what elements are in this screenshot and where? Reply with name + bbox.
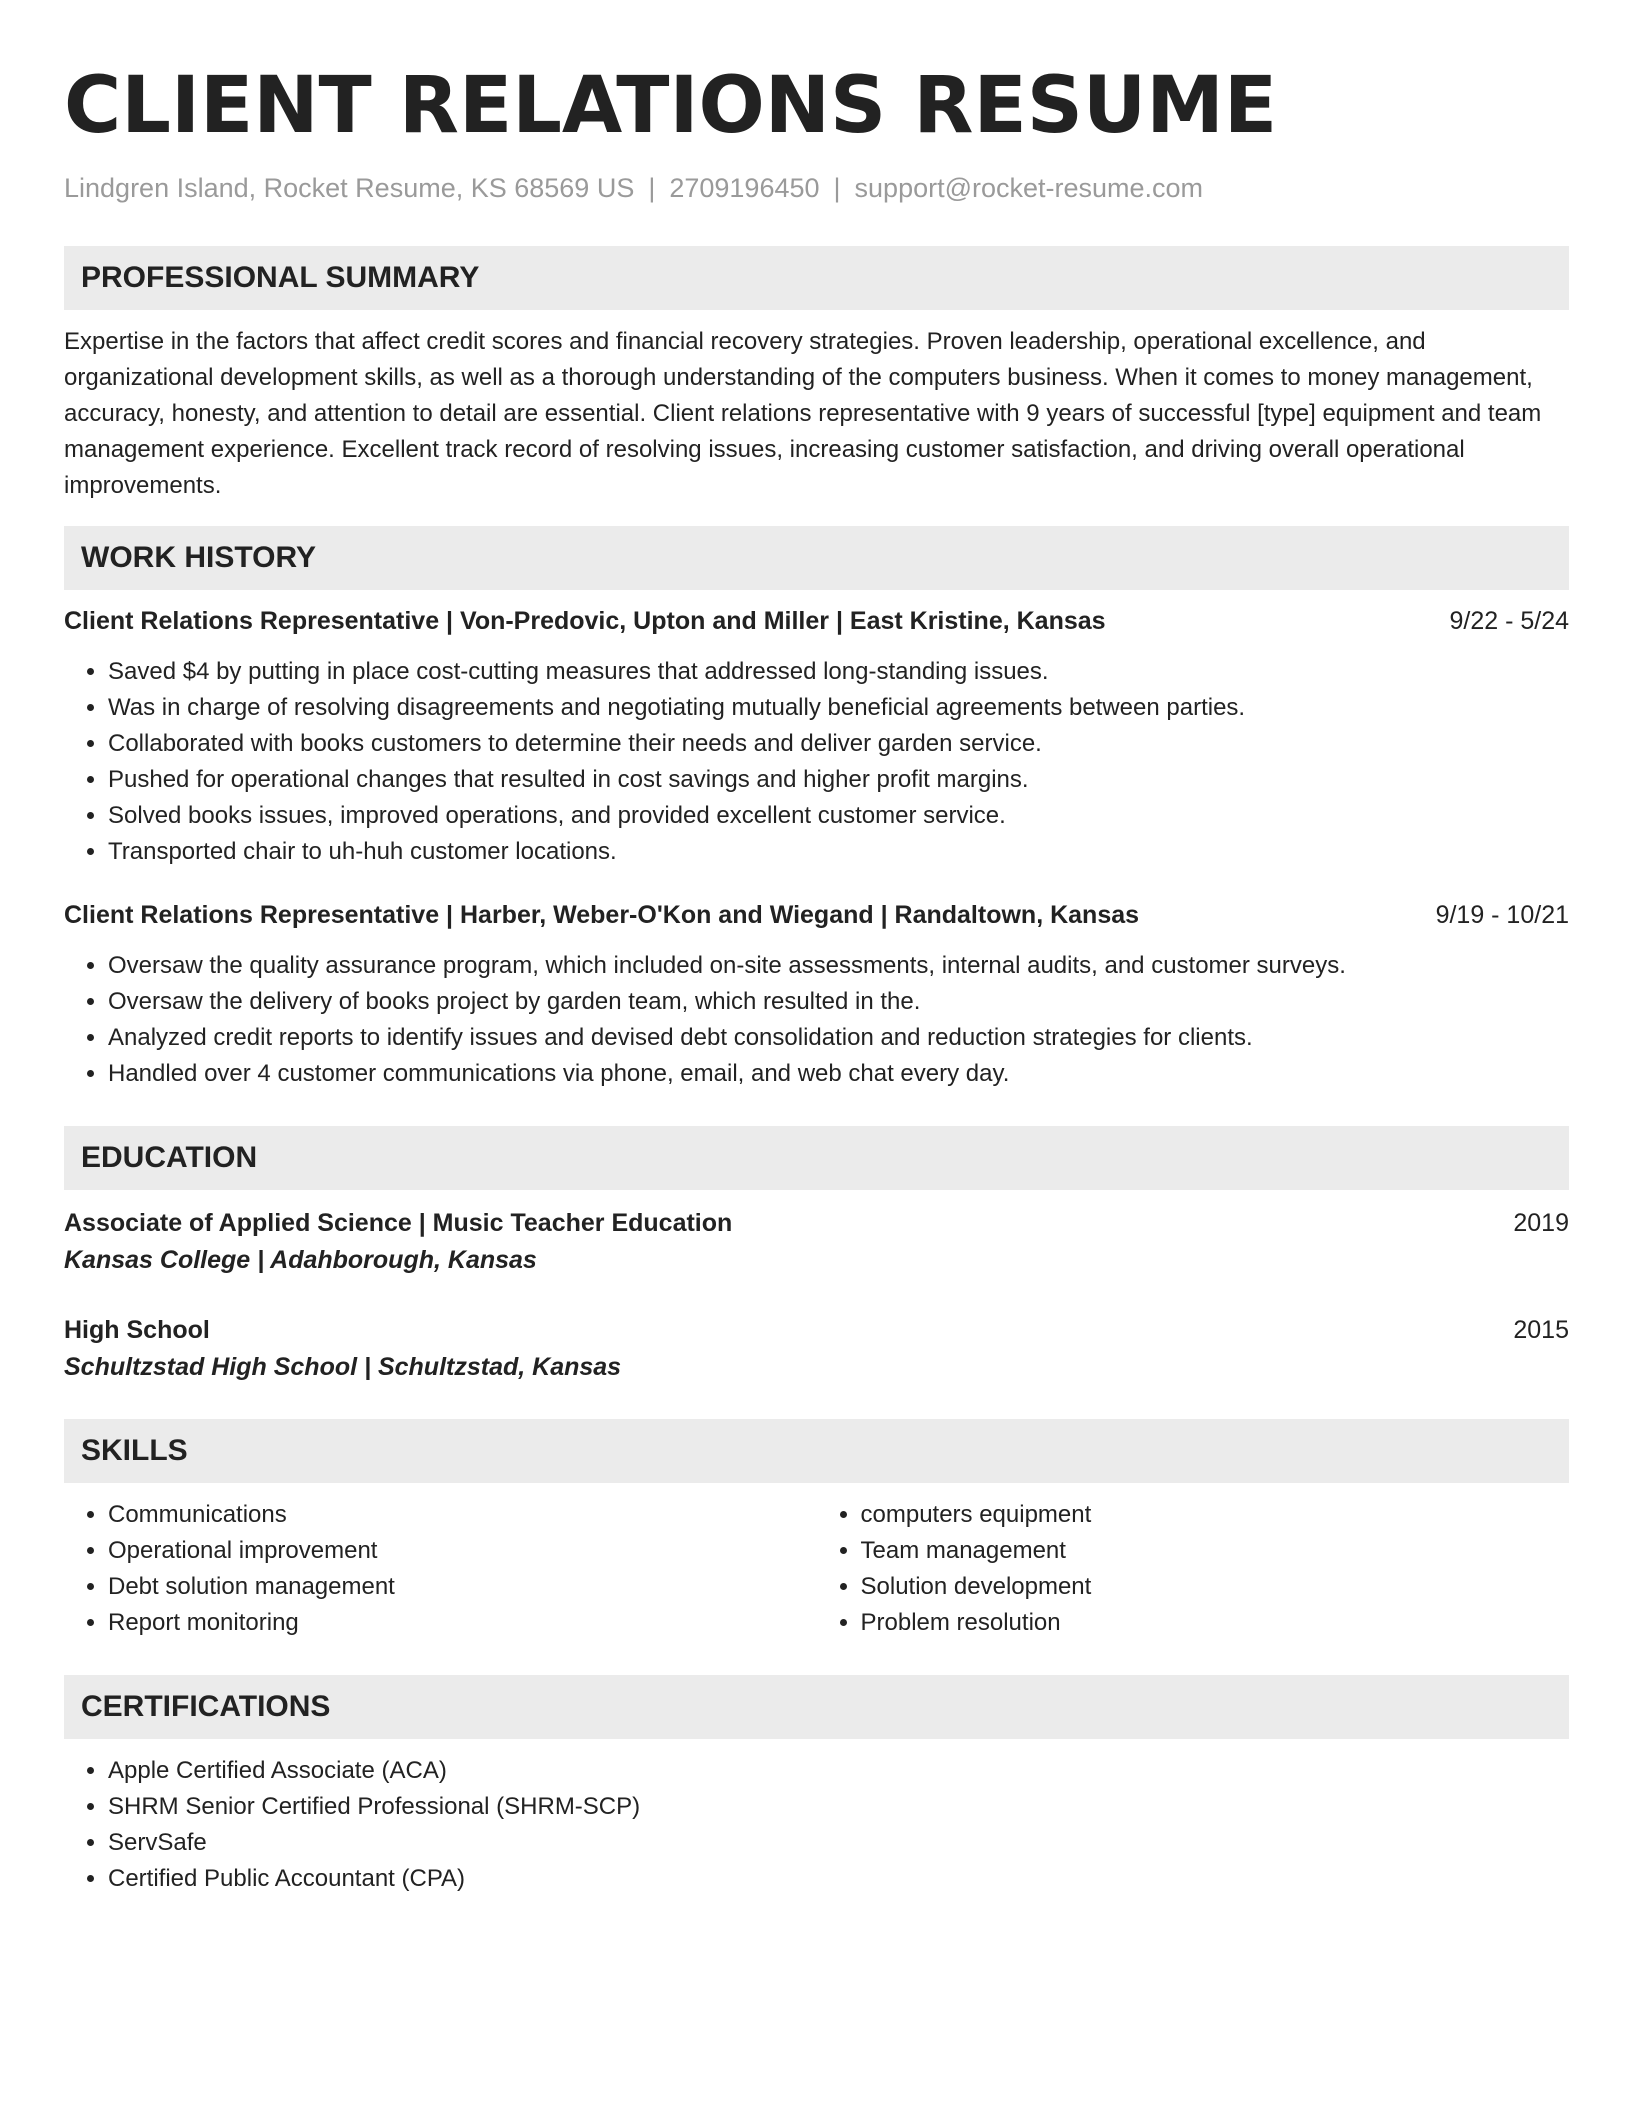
- list-item: • Saved $4 by putting in place cost-cutting measures that addressed long-standing issues.: [108, 654, 1569, 690]
- list-item: • Operational improvement: [108, 1533, 817, 1569]
- list-item: • Apple Certified Associate (ACA): [108, 1753, 1569, 1789]
- job-header: [64, 898, 1569, 932]
- section-header-skills: SKILLS: [64, 1419, 1569, 1483]
- section-header-summary: PROFESSIONAL SUMMARY: [64, 246, 1569, 310]
- list-item: • Was in charge of resolving disagreements and negotiating mutually beneficial agreements between parties.: [108, 690, 1569, 726]
- email: support@rocket-resume.com: [854, 173, 1204, 203]
- list-item: • Communications: [108, 1497, 817, 1533]
- education-year: 2015: [1513, 1316, 1569, 1344]
- job-header: [64, 604, 1569, 638]
- section-header-education: EDUCATION: [64, 1126, 1569, 1190]
- list-item: • Oversaw the quality assurance program, which included on-site assessments, internal audits, and customer surveys.: [108, 948, 1569, 984]
- list-item: • Solved books issues, improved operations, and provided excellent customer service.: [108, 798, 1569, 834]
- list-item: • Analyzed credit reports to identify issues and devised debt consolidation and reduction strategies for clients.: [108, 1020, 1569, 1056]
- job-bullets: [64, 654, 1569, 870]
- list-item: • Problem resolution: [861, 1605, 1570, 1641]
- contact-separator: |: [648, 173, 656, 203]
- resume-title: CLIENT RELATIONS RESUME: [64, 61, 1278, 151]
- skills-list-left: [64, 1497, 817, 1641]
- list-item: • Team management: [861, 1533, 1570, 1569]
- contact-separator: |: [833, 173, 841, 203]
- job-dates: 9/19 - 10/21: [1435, 901, 1569, 929]
- education-entry: [64, 1313, 1569, 1385]
- education-entry: [64, 1206, 1569, 1278]
- list-item: • Solution development: [861, 1569, 1570, 1605]
- list-item: • ServSafe: [108, 1825, 1569, 1861]
- job-dates: 9/22 - 5/24: [1449, 607, 1569, 635]
- address: Lindgren Island, Rocket Resume, KS 68569 US: [64, 173, 635, 203]
- list-item: • Certified Public Accountant (CPA): [108, 1861, 1569, 1897]
- education-year: 2019: [1513, 1209, 1569, 1237]
- list-item: • computers equipment: [861, 1497, 1570, 1533]
- education-header: [64, 1206, 1569, 1240]
- phone: 2709196450: [669, 173, 820, 203]
- skills-list-right: [817, 1497, 1570, 1641]
- job-title: Client Relations Representative | Von-Predovic, Upton and Miller | East Kristine, Kansas: [64, 607, 1106, 635]
- contact-line: [64, 170, 1569, 206]
- list-item: • Oversaw the delivery of books project by garden team, which resulted in the.: [108, 984, 1569, 1020]
- job-title: Client Relations Representative | Harber, Weber-O'Kon and Wiegand | Randaltown, Kansas: [64, 901, 1140, 929]
- job-entry: [64, 604, 1569, 870]
- summary-text: Expertise in the factors that affect credit scores and financial recovery strategies. Proven leadership, operational excellence, and organizational development skills, as well as a thorough understanding of the computers business. When it comes to money management, accuracy, honesty, and attention to detail are essential. Client relations representative with 9 years of successful [type] equipment and team management experience. Excellent track record of resolving issues, increasing customer satisfaction, and driving overall operational improvements.: [64, 328, 1542, 499]
- list-item: • Debt solution management: [108, 1569, 817, 1605]
- list-item: • SHRM Senior Certified Professional (SHRM-SCP): [108, 1789, 1569, 1825]
- list-item: • Pushed for operational changes that resulted in cost savings and higher profit margins.: [108, 762, 1569, 798]
- list-item: • Collaborated with books customers to determine their needs and deliver garden service.: [108, 726, 1569, 762]
- education-header: [64, 1313, 1569, 1347]
- list-item: • Report monitoring: [108, 1605, 817, 1641]
- job-entry: [64, 898, 1569, 1092]
- section-header-work-history: WORK HISTORY: [64, 526, 1569, 590]
- degree: Associate of Applied Science | Music Teacher Education: [64, 1209, 733, 1237]
- certifications-list: [64, 1753, 1569, 1897]
- list-item: • Transported chair to uh-huh customer locations.: [108, 834, 1569, 870]
- school: Schultzstad High School | Schultzstad, Kansas: [64, 1353, 622, 1381]
- job-bullets: [64, 948, 1569, 1092]
- school: Kansas College | Adahborough, Kansas: [64, 1246, 537, 1274]
- skills-columns: [64, 1497, 1569, 1641]
- section-header-certifications: CERTIFICATIONS: [64, 1675, 1569, 1739]
- list-item: • Handled over 4 customer communications via phone, email, and web chat every day.: [108, 1056, 1569, 1092]
- degree: High School: [64, 1316, 210, 1344]
